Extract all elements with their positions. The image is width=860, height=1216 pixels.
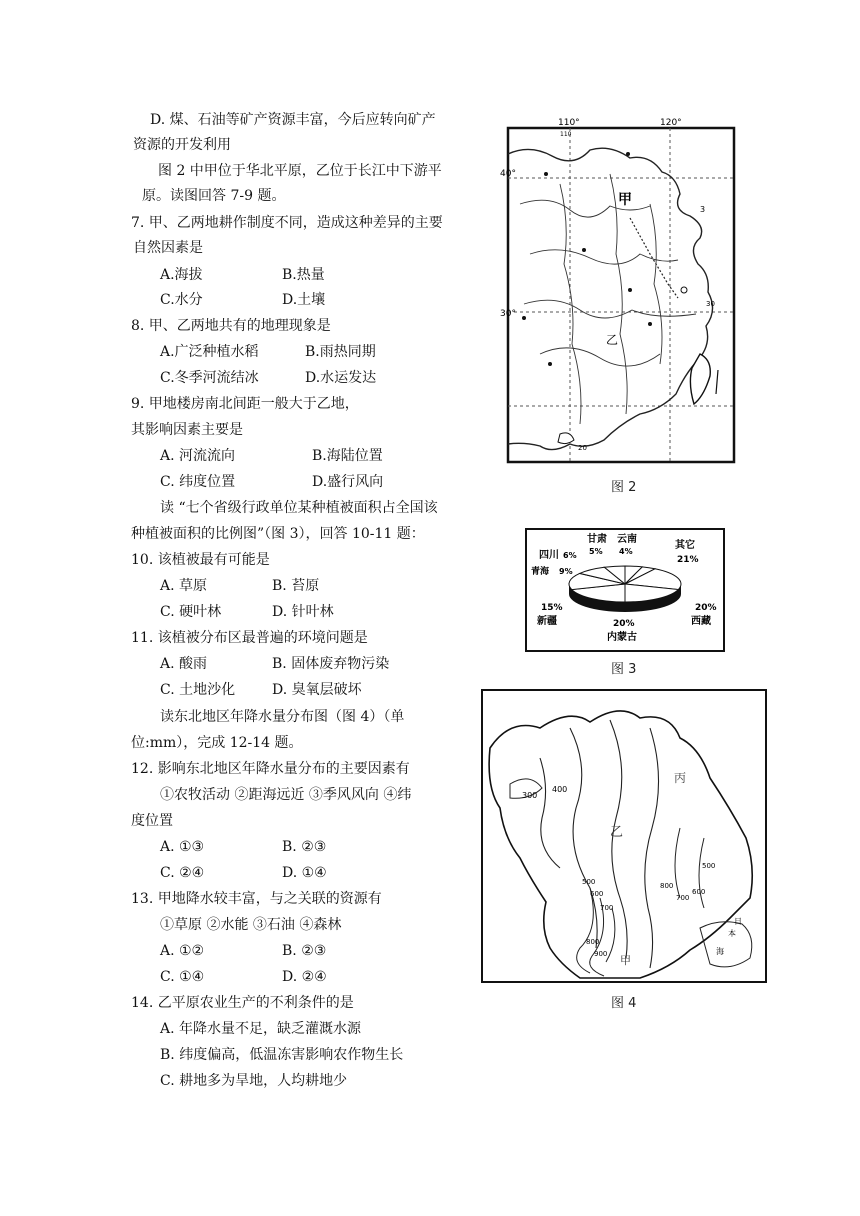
q13-option-c: C. ①④ [160,969,205,985]
isoline-label-700b: 700 [676,894,690,902]
label-yi-plain: 乙 [610,825,624,840]
q7-option-b: B.热量 [282,267,325,283]
precipitation-map-svg [480,688,768,984]
q12-option-c: C. ②④ [160,865,205,881]
q10-option-d: D. 针叶林 [272,604,334,620]
isoline-label-500b: 500 [702,862,716,870]
label-gansu-pct: 5% [589,547,603,556]
lat-label-30: 30° [500,309,516,319]
label-jia: 甲 [618,192,632,208]
label-sea-3: 海 [716,947,724,956]
city-dot [582,248,586,252]
city-dot [548,362,552,366]
question-11: 11. 该植被分布区最普遍的环境问题是 [131,630,368,646]
label-sichuan: 四川 [539,550,559,561]
q11-option-d: D. 臭氧层破坏 [272,682,362,698]
label-jia-area: 甲 [620,954,631,967]
intro-fig3-cont: 种植被面积的比例图”（图 3），回答 10-11 题： [131,526,425,542]
q13-option-b: B. ②③ [282,943,327,959]
q7-option-a: A.海拔 [160,267,203,283]
label-neimenggu: 内蒙古 [607,632,637,643]
label-gansu: 甘肃 [587,534,607,545]
intro-fig2-cont: 原。读图回答 7-9 题。 [142,188,286,204]
q11-option-b: B. 固体废弃物污染 [272,656,390,672]
q10-option-b: B. 苔原 [272,578,320,594]
option-d-q6-cont: 资源的开发利用 [133,137,231,153]
label-sea-2: 本 [728,929,736,938]
figure-4-map [480,688,768,988]
lon-label-110: 110° [558,118,580,128]
small-label-30: 30 [706,300,715,308]
label-xizang: 西藏 [691,616,711,627]
city-dot [628,288,632,292]
question-12-choices-cont: 度位置 [131,813,173,829]
question-13: 13. 甲地降水较丰富，与之关联的资源有 [131,891,382,907]
figure-4-caption: 图 4 [611,996,637,1011]
city-dot [522,316,526,320]
lon-label-120: 120° [660,118,682,128]
label-sea-1: 日 [734,917,742,926]
label-xinjiang-pct: 15% [541,603,563,613]
city-dot [626,152,630,156]
q11-option-a: A. 酸雨 [160,656,208,672]
lat-label-40: 40° [500,169,516,179]
pie-chart-svg [525,528,725,652]
label-sichuan-pct: 6% [563,551,577,560]
isoline-label-400: 400 [552,785,568,794]
question-12: 12. 影响东北地区年降水量分布的主要因素有 [131,761,410,777]
city-dot [648,322,652,326]
q9-option-a: A. 河流流向 [160,448,236,464]
figure-3-pie-chart [525,528,725,656]
intro-fig3: 读 “七个省级行政单位某种植被面积占全国该 [160,500,438,516]
q9-option-d: D.盛行风向 [312,474,384,490]
q8-option-d: D.水运发达 [305,370,377,386]
q12-option-d: D. ①④ [282,865,327,881]
question-7: 7. 甲、乙两地耕作制度不同，造成这种差异的主要 [131,215,443,231]
city-dot [544,172,548,176]
intro-fig2: 图 2 中甲位于华北平原，乙位于长江中下游平 [158,163,442,179]
label-qinghai: 青海 [531,567,550,577]
china-map-svg [500,114,740,466]
question-12-choices: ①农牧活动 ②距海远近 ③季风风向 ④纬 [160,787,412,803]
label-xizang-pct: 20% [695,603,717,613]
figure-3-caption: 图 3 [611,662,637,677]
label-neimenggu-pct: 20% [613,619,635,629]
q9-option-b: B.海陆位置 [312,448,383,464]
question-14: 14. 乙平原农业生产的不利条件的是 [131,995,354,1011]
figure-2-caption: 图 2 [611,480,637,495]
map4-frame [482,690,766,982]
figure-2-map [500,114,740,470]
q9-option-c: C. 纬度位置 [160,474,236,490]
small-label-3: 3 [700,205,706,214]
question-9-cont: 其影响因素主要是 [131,422,243,438]
isoline-label-600b: 600 [692,888,706,896]
label-other-pct: 21% [677,555,699,565]
isoline-label-800: 800 [586,938,600,946]
label-yunnan-pct: 4% [619,547,633,556]
q8-option-b: B.雨热同期 [305,344,376,360]
top-number-110: 110 [560,131,572,138]
label-qinghai-pct: 9% [559,567,573,576]
q8-option-c: C.冬季河流结冰 [160,370,259,386]
pie-slices [569,566,681,612]
question-10: 10. 该植被最有可能是 [131,552,270,568]
q13-option-d: D. ②④ [282,969,327,985]
q10-option-a: A. 草原 [160,578,208,594]
label-other: 其它 [675,540,695,551]
small-label-20: 20 [578,444,587,452]
option-d-q6: D. 煤、石油等矿产资源丰富，今后应转向矿产 [150,112,436,128]
q8-option-a: A.广泛种植水稻 [160,344,259,360]
intro-fig4-cont: 位:mm），完成 12-14 题。 [131,735,303,751]
isoline-label-700: 700 [600,904,614,912]
q10-option-c: C. 硬叶林 [160,604,222,620]
q7-option-c: C.水分 [160,292,203,308]
question-13-choices: ①草原 ②水能 ③石油 ④森林 [160,917,342,933]
label-yi: 乙 [606,333,619,347]
question-8: 8. 甲、乙两地共有的地理现象是 [131,318,331,334]
q12-option-a: A. ①③ [160,839,205,855]
q14-option-b: B. 纬度偏高，低温冻害影响农作物生长 [160,1047,404,1063]
q13-option-a: A. ①② [160,943,205,959]
isoline-label-500: 500 [582,878,596,886]
question-9: 9. 甲地楼房南北间距一般大于乙地， [131,396,359,412]
label-yunnan: 云南 [617,534,637,545]
isoline-label-800b: 800 [660,882,674,890]
q7-option-d: D.土壤 [282,292,326,308]
intro-fig4: 读东北地区年降水量分布图（图 4）（单 [160,709,405,725]
question-7-cont: 自然因素是 [133,240,203,256]
label-bing: 丙 [674,771,687,785]
isoline-label-600: 600 [590,890,604,898]
q12-option-b: B. ②③ [282,839,327,855]
q14-option-a: A. 年降水量不足，缺乏灌溉水源 [160,1021,362,1037]
isoline-label-300: 300 [522,791,538,800]
isoline-label-900: 900 [594,950,608,958]
q11-option-c: C. 土地沙化 [160,682,236,698]
q14-option-c: C. 耕地多为旱地，人均耕地少 [160,1073,348,1089]
label-xinjiang: 新疆 [537,616,557,627]
